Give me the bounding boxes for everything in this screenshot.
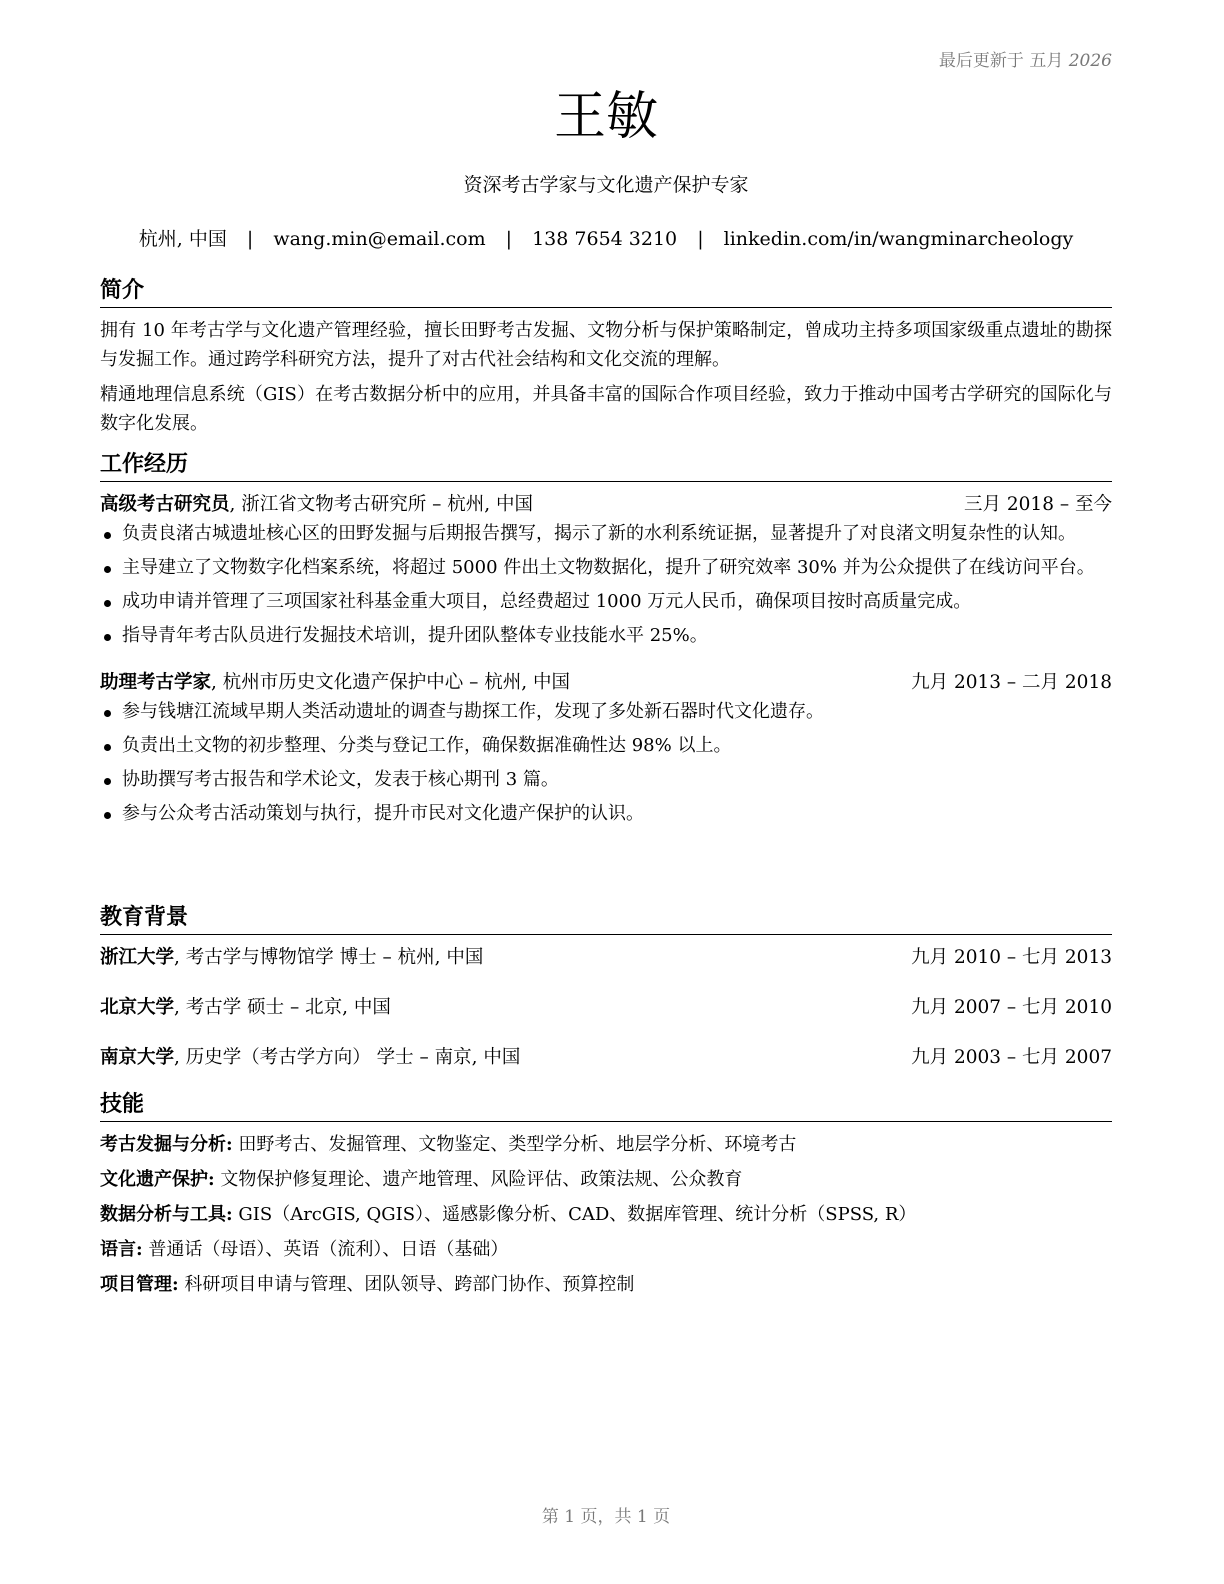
- skill-row: [100, 1130, 1112, 1159]
- skill-value: 田野考古、发掘管理、文物鉴定、类型学分析、地层学分析、环境考古: [232, 1134, 797, 1155]
- candidate-headline: 资深考古学家与文化遗产保护专家: [463, 174, 749, 196]
- contact-linkedin[interactable]: linkedin.com/in/wangminarcheology: [723, 228, 1074, 250]
- job-bullet: 负责出土文物的初步整理、分类与登记工作，确保数据准确性达 98% 以上。: [100, 732, 1112, 760]
- education-school: 南京大学: [100, 1047, 175, 1068]
- job-bullet: 参与公众考古活动策划与执行，提升市民对文化遗产保护的认识。: [100, 800, 1112, 828]
- summary-paragraph: 精通地理信息系统（GIS）在考古数据分析中的应用，并具备丰富的国际合作项目经验，致力于推动中国考古学研究的国际化与数字化发展。: [100, 384, 1112, 434]
- job-dates: 三月 2018 – 至今: [964, 494, 1112, 515]
- contact-separator: |: [697, 228, 704, 250]
- education-item: [100, 1043, 1112, 1073]
- last-updated-year: 2026: [1068, 51, 1112, 71]
- job-role: 助理考古学家: [100, 672, 212, 693]
- last-updated: [939, 46, 1112, 71]
- candidate-name: 王敏: [553, 87, 658, 147]
- education-school-detail: [100, 943, 483, 973]
- education-section: [100, 903, 1112, 1093]
- skill-value: 文物保护修复理论、遗产地管理、风险评估、政策法规、公众教育: [214, 1169, 743, 1190]
- education-detail: , 历史学（考古学方向） 学士 – 南京, 中国: [174, 1047, 521, 1068]
- job-role-org: [100, 668, 570, 698]
- contact-location: 杭州, 中国: [138, 228, 227, 250]
- education-detail: , 考古学 硕士 – 北京, 中国: [174, 997, 391, 1018]
- skill-value: 科研项目申请与管理、团队领导、跨部门协作、预算控制: [178, 1274, 635, 1295]
- job-bullets: [100, 520, 1112, 650]
- job-bullet: 协助撰写考古报告和学术论文，发表于核心期刊 3 篇。: [100, 766, 1112, 794]
- job-header: [100, 490, 1112, 520]
- education-school: 北京大学: [100, 997, 175, 1018]
- job-bullet: 成功申请并管理了三项国家社科基金重大项目，总经费超过 1000 万元人民币，确保项目按时高质量完成。: [100, 588, 1112, 616]
- education-dates: 九月 2010 – 七月 2013: [911, 947, 1112, 968]
- skill-value: GIS（ArcGIS, QGIS）、遥感影像分析、CAD、数据库管理、统计分析（SPSS, R）: [232, 1204, 917, 1225]
- job-entry: [100, 668, 1112, 828]
- skill-value: 普通话（母语）、英语（流利）、日语（基础）: [142, 1239, 509, 1260]
- contact-separator: |: [505, 228, 513, 250]
- summary-section: [100, 276, 1112, 444]
- job-role: 高级考古研究员: [100, 494, 230, 515]
- job-org: , 浙江省文物考古研究所 – 杭州, 中国: [229, 494, 534, 515]
- skills-section: [100, 1090, 1112, 1305]
- resume-page: [100, 0, 1112, 1584]
- contact-email[interactable]: wang.min@email.com: [273, 228, 486, 250]
- job-bullet: 负责良渚古城遗址核心区的田野发掘与后期报告撰写，揭示了新的水利系统证据，显著提升了对良渚文明复杂性的认知。: [100, 520, 1112, 548]
- education-dates: 九月 2007 – 七月 2010: [911, 997, 1112, 1018]
- skill-row: [100, 1165, 1112, 1194]
- skill-row: [100, 1270, 1112, 1299]
- skill-label: 语言:: [100, 1239, 143, 1260]
- contact-separator: |: [246, 228, 254, 250]
- skill-label: 考古发掘与分析:: [100, 1134, 233, 1155]
- job-role-org: [100, 490, 533, 520]
- education-item: [100, 943, 1112, 973]
- education-school-detail: [100, 993, 391, 1023]
- education-school-detail: [100, 1043, 520, 1073]
- education-item: [100, 993, 1112, 1023]
- education-detail: , 考古学与博物馆学 博士 – 杭州, 中国: [174, 947, 484, 968]
- contact-line: [100, 224, 1112, 251]
- job-entry: [100, 490, 1112, 650]
- skill-label: 数据分析与工具:: [100, 1204, 233, 1225]
- skill-row: [100, 1200, 1112, 1229]
- skills-title: 技能: [100, 1090, 1112, 1122]
- skill-label: 文化遗产保护:: [100, 1169, 215, 1190]
- job-header: [100, 668, 1112, 698]
- job-bullet: 参与钱塘江流域早期人类活动遗址的调查与勘探工作，发现了多处新石器时代文化遗存。: [100, 698, 1112, 726]
- last-updated-prefix: 最后更新于: [938, 51, 1024, 71]
- experience-title: 工作经历: [100, 450, 1112, 482]
- job-bullets: [100, 698, 1112, 828]
- summary-paragraph: 拥有 10 年考古学与文化遗产管理经验，擅长田野考古发掘、文物分析与保护策略制定，曾成功主持多项国家级重点遗址的勘探与发掘工作。通过跨学科研究方法，提升了对古代社会结构和文化交流的理解。: [100, 320, 1112, 370]
- skill-row: [100, 1235, 1112, 1264]
- skill-label: 项目管理:: [100, 1274, 179, 1295]
- contact-phone: 138 7654 3210: [532, 228, 678, 250]
- last-updated-month: 五月: [1029, 51, 1064, 71]
- page-footer: 第 1 页，共 1 页: [541, 1507, 671, 1527]
- experience-section: [100, 450, 1112, 834]
- education-title: 教育背景: [100, 903, 1112, 935]
- job-org: , 杭州市历史文化遗产保护中心 – 杭州, 中国: [211, 672, 571, 693]
- job-bullet: 指导青年考古队员进行发掘技术培训，提升团队整体专业技能水平 25%。: [100, 622, 1112, 650]
- summary-title: 简介: [100, 276, 1112, 308]
- education-dates: 九月 2003 – 七月 2007: [911, 1047, 1112, 1068]
- job-bullet: 主导建立了文物数字化档案系统，将超过 5000 件出土文物数据化，提升了研究效率 30% 并为公众提供了在线访问平台。: [100, 554, 1112, 582]
- education-school: 浙江大学: [100, 947, 175, 968]
- job-dates: 九月 2013 – 二月 2018: [911, 672, 1112, 693]
